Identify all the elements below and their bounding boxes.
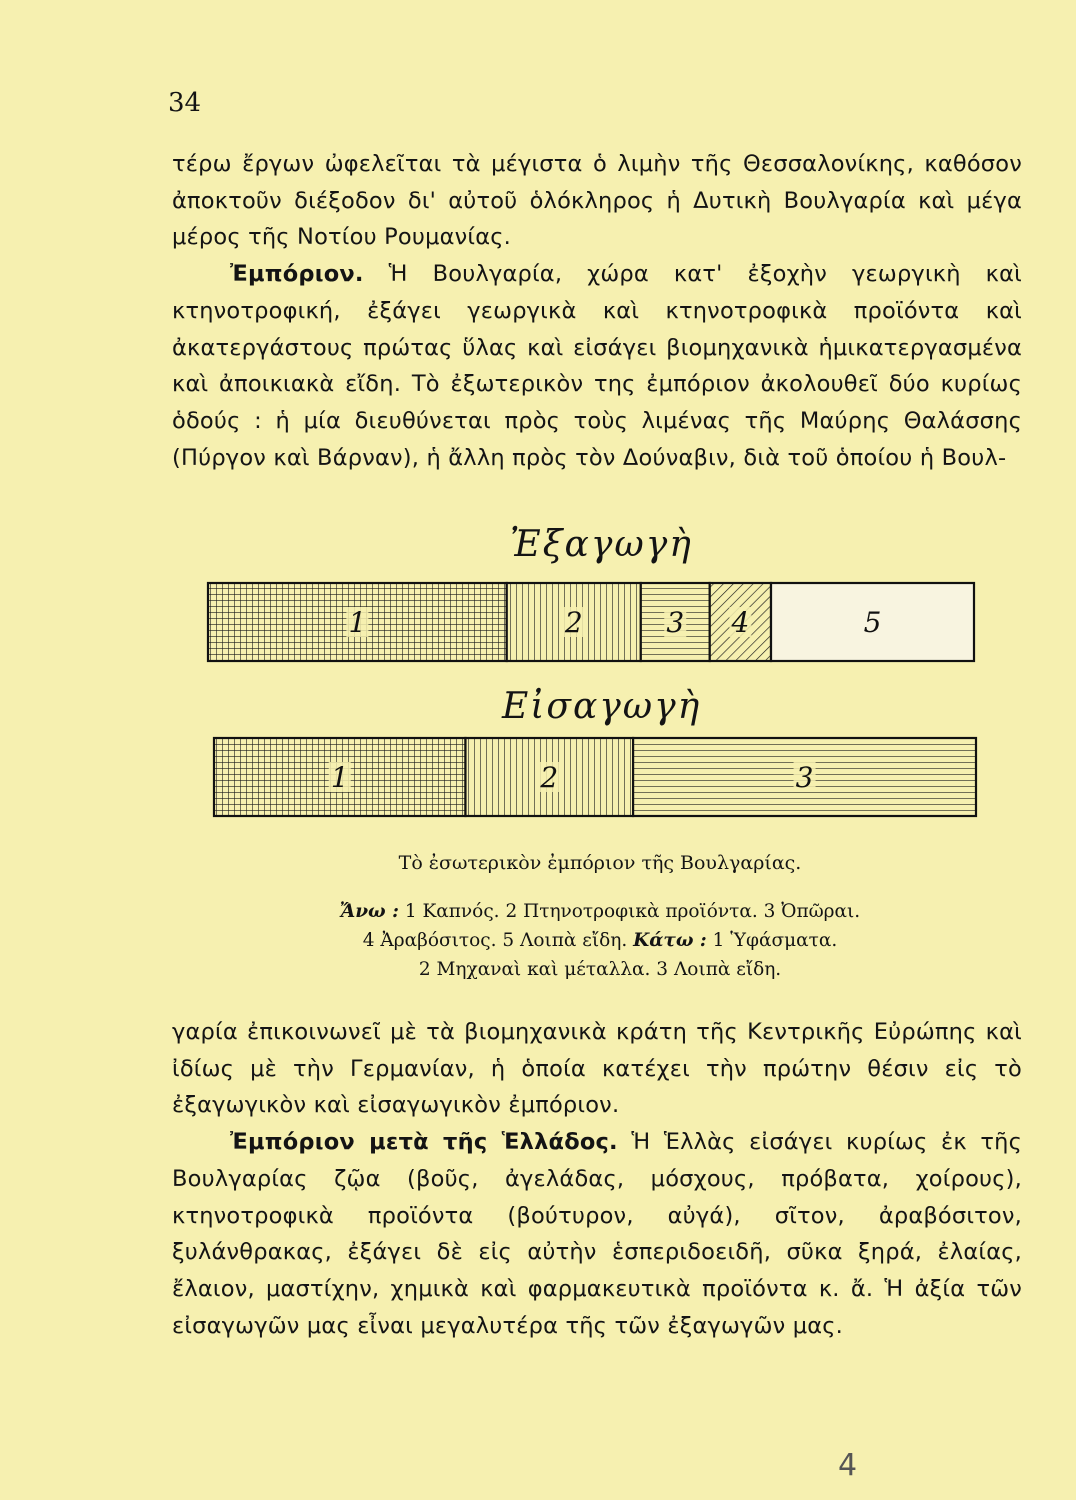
greece-paragraph (172, 1124, 1022, 1344)
legend-line-2 (200, 926, 1000, 955)
legend-down-items-1: 1 Ὑφάσματα. (712, 930, 838, 951)
figure-caption: Τὸ ἐσωτερικὸν ἐμπόριον τῆς Βουλγαρίας. (398, 852, 802, 874)
figure-legend (200, 897, 1000, 984)
page-number: 34 (168, 88, 202, 118)
legend-line-3 (200, 955, 1000, 984)
legend-down-key: Κάτω : (633, 930, 707, 951)
greece-heading: Ἐμπόριον μετὰ τῆς Ἑλλάδος. (230, 1129, 618, 1156)
top-paragraph: τέρω ἔργων ὠφελεῖται τὰ μέγιστα ὁ λιμὴν τῆς Θεσσαλονίκης, καθόσον ἀποκτοῦν διέξοδον δι' αὐτοῦ ὁλόκληρος ἡ Δυτικὴ Βουλγαρία καὶ μέγα μέρος τῆς Νοτίου Ρουμανίας. (172, 151, 1022, 251)
trade-heading: Ἐμπόριον. (230, 261, 364, 288)
export-chart-title: Ἐξαγωγὴ (510, 524, 693, 565)
legend-up-items-2: 4 Ἀραβόσιτος. 5 Λοιπὰ εἴδη. (362, 930, 628, 951)
greece-paragraph-text: Ἡ Ἑλλὰς εἰσάγει κυρίως ἐκ τῆς Βουλγαρίας ζῷα (βοῦς, ἀγελάδας, μόσχους, πρόβατα, χοίρους), κτηνοτροφικὰ προϊόντα (βούτυρον, αὐγά), σῖτον, ἀραβόσιτον, ξυλάνθρακας, ἐξάγει δὲ εἰς αὐτὴν ἑσπεριδοειδῆ, σῦκα ξηρά, ἐλαίας, ἔλαιον, μαστίχην, χημικὰ καὶ φαρμακευτικὰ προϊόντα κ. ἄ. Ἡ ἀξία τῶν εἰσαγωγῶν μας εἶναι μεγαλυτέρα τῆς τῶν ἐξαγωγῶν μας. (172, 1129, 1023, 1339)
import-bar (214, 738, 976, 816)
trade-paragraph-text: Ἡ Βουλγαρία, χώρα κατ' ἐξοχὴν γεωργικὴ καὶ κτηνοτροφική, ἐξάγει γεωργικὰ καὶ κτηνοτροφικὰ προϊόντα καὶ ἀκατεργάστους πρώτας ὕλας καὶ εἰσάγει βιομηχανικὰ ἡμικατεργασμένα καὶ ἀποικιακὰ εἴδη. Τὸ ἐξωτερικὸν της ἐμπόριον ἀκολουθεῖ δύο κυρίως ὁδούς : ἡ μία διευθύνεται πρὸς τοὺς λιμένας τῆς Μαύρης Θαλάσσης (Πύργον καὶ Βάρναν), ἡ ἄλλη πρὸς τὸν Δούναβιν, διὰ τοῦ ὁποίου ἡ Βουλ- (172, 261, 1022, 471)
legend-line-1 (200, 897, 1000, 926)
legend-down-items-2: 2 Μηχαναὶ καὶ μέταλλα. 3 Λοιπὰ εἴδη. (418, 959, 782, 980)
export-segment-label-1: 1 (348, 606, 367, 639)
text-block-bottom (172, 1014, 1022, 1344)
export-segment-label-5: 5 (863, 606, 882, 639)
import-segment-label-2: 2 (540, 761, 559, 794)
legend-up-items-1: 1 Καπνός. 2 Πτηνοτροφικὰ προϊόντα. 3 Ὀπῶραι. (404, 901, 861, 922)
import-chart-title: Εἰσαγωγὴ (502, 686, 702, 727)
export-segment-label-4: 4 (731, 606, 750, 639)
export-segment-label-3: 3 (666, 606, 685, 639)
continuation-paragraph: γαρία ἐπικοινωνεῖ μὲ τὰ βιομηχανικὰ κράτη τῆς Κεντρικῆς Εὐρώπης καὶ ἰδίως μὲ τὴν Γερμανίαν, ἡ ὁποία κατέχει τὴν πρώτην θέσιν εἰς τὸ ἐξαγωγικὸν καὶ εἰσαγωγικὸν ἐμπόριον. (172, 1019, 1022, 1119)
export-bar (208, 583, 974, 661)
legend-up-key: Ἄνω : (339, 901, 399, 922)
import-segment-label-3: 3 (795, 761, 814, 794)
import-segment-label-1: 1 (330, 761, 349, 794)
handwritten-mark: 4 (838, 1448, 858, 1483)
export-segment-label-2: 2 (564, 606, 583, 639)
